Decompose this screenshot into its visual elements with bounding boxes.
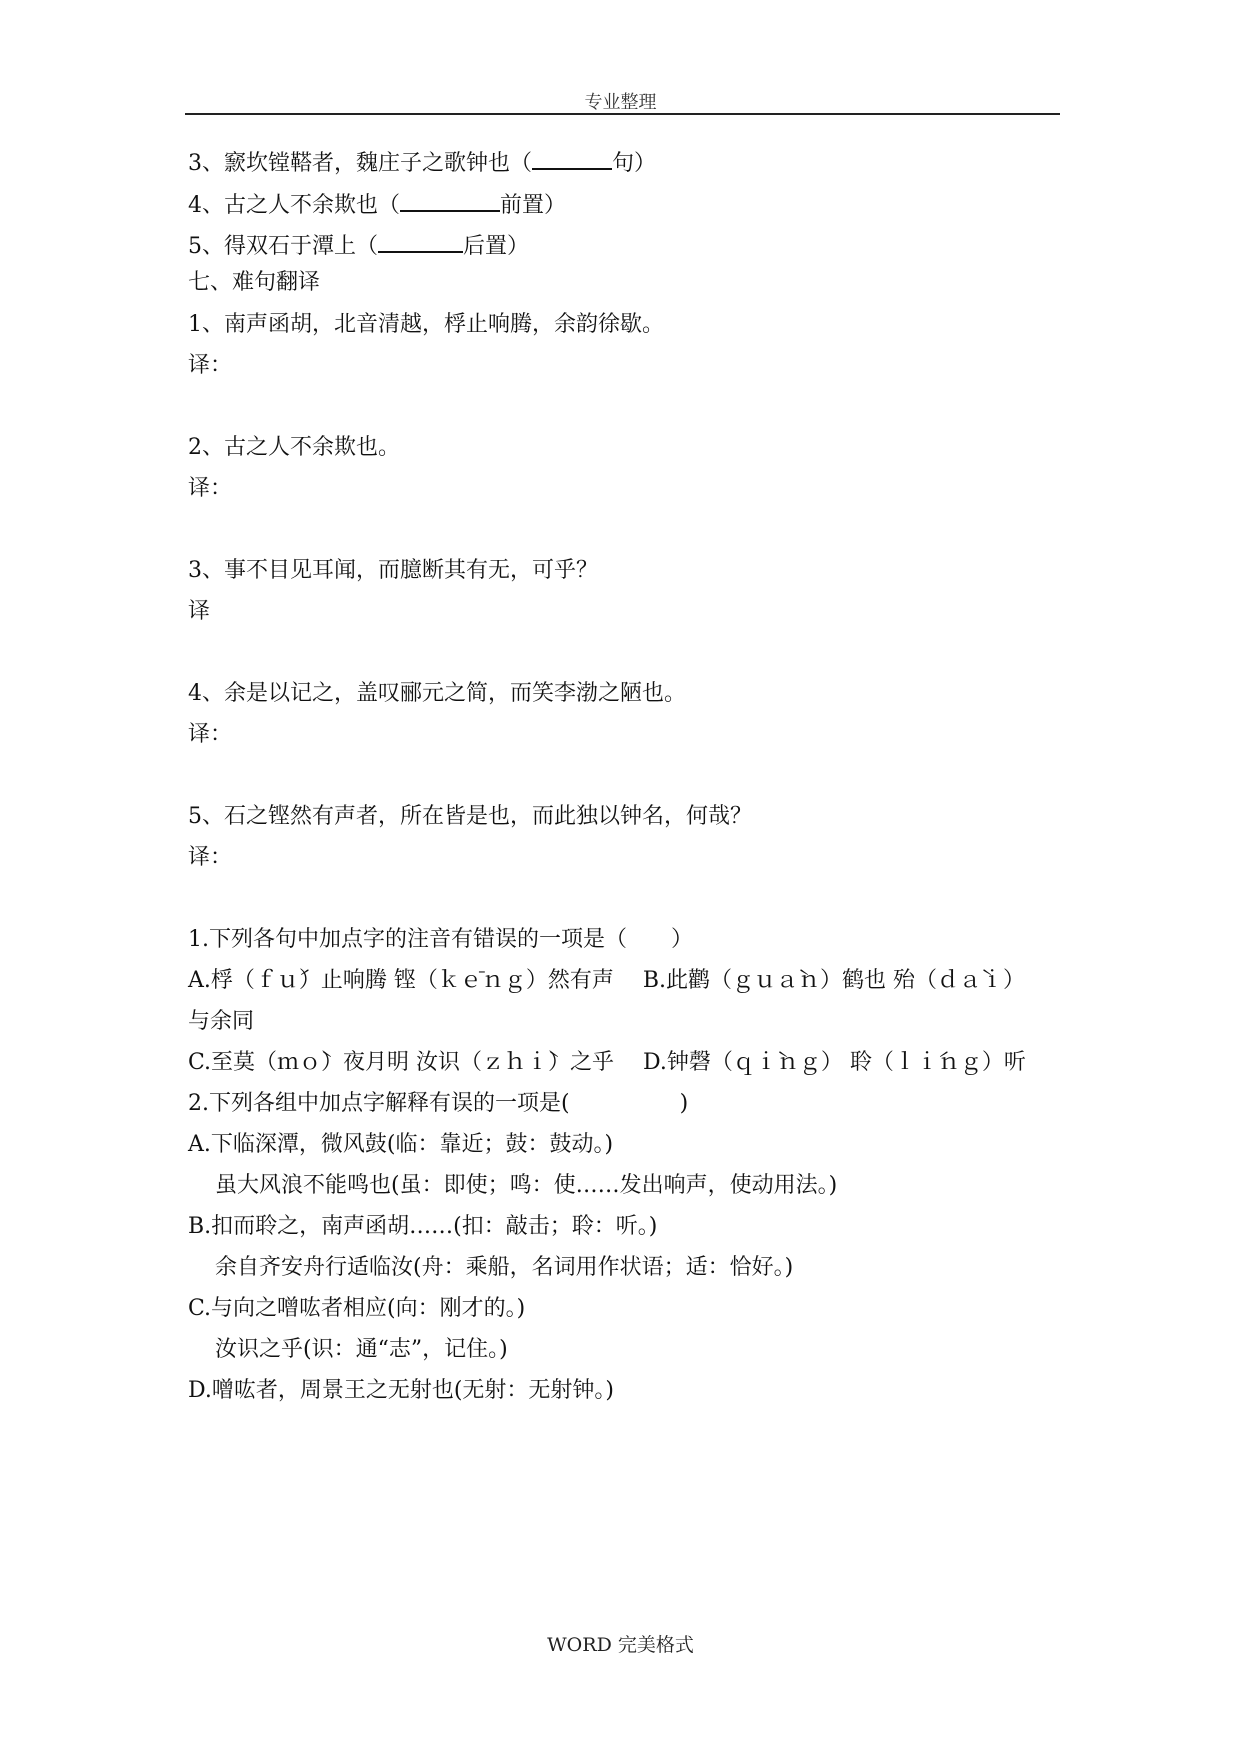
- translation-label-4: 译：: [188, 722, 233, 747]
- fill-item-3-text: 3、窾坎镗鞳者，魏庄子之歌钟也（: [188, 151, 532, 176]
- translation-sentence-2: 2、古之人不余欺也。: [188, 435, 400, 460]
- question-2-option-c-cont: 汝识之乎(识：通“志”，记住。): [215, 1337, 508, 1362]
- fill-item-5-text: 5、得双石于潭上（: [188, 234, 378, 259]
- question-2-option-a-cont: 虽大风浪不能鸣也(虽：即使；鸣：使……发出响声，使动用法。): [215, 1173, 838, 1198]
- translation-sentence-5: 5、石之铿然有声者，所在皆是也，而此独以钟名，何哉？: [188, 804, 752, 829]
- section-title: 七、难句翻译: [188, 270, 321, 295]
- question-2-option-d: D.噌吰者，周景王之无射也(无射：无射钟。): [188, 1378, 615, 1403]
- translation-label-2: 译：: [188, 476, 233, 501]
- fill-item-3-suffix: 句）: [612, 151, 657, 176]
- header-divider: [185, 113, 1060, 115]
- fill-item-4-blank[interactable]: [400, 190, 500, 212]
- page-footer: WORD 完美格式: [547, 1634, 694, 1656]
- question-1-options-ab: A.桴（ｆｕ́）止响腾 铿（ｋｅ̄ｎｇ）然有声 B.此鹳（ｇｕａ̀ｎ）鹤也 殆（ｄａ̀ｉ）: [188, 968, 1026, 993]
- question-1-options-cd: C.至莫（ｍｏ̀）夜月明 汝识（ｚｈｉ̀）之乎 D.钟磬（ｑｉ̀ｎｇ） 聆（ｌｉ́ｎｇ）听: [188, 1050, 1026, 1075]
- page-header-title: 专业整理: [584, 92, 657, 113]
- fill-item-4-text: 4、古之人不余欺也（: [188, 193, 400, 218]
- question-2-option-c: C.与向之噌吰者相应(向：刚才的。): [188, 1296, 526, 1321]
- translation-label-3: 译: [188, 599, 211, 624]
- translation-sentence-1: 1、南声函胡，北音清越，桴止响腾，余韵徐歇。: [188, 312, 664, 337]
- fill-item-5-blank[interactable]: [378, 231, 463, 253]
- fill-item-4-suffix: 前置）: [500, 193, 567, 218]
- fill-item-4: [188, 190, 566, 217]
- fill-item-5: [188, 231, 529, 258]
- translation-label-5: 译：: [188, 845, 233, 870]
- question-2-option-b: B.扣而聆之，南声函胡……(扣：敲击；聆：听。): [188, 1214, 658, 1239]
- question-1-options-ab-cont: 与余同: [188, 1009, 255, 1034]
- question-2-stem: 2.下列各组中加点字解释有误的一项是( ): [188, 1091, 689, 1116]
- fill-item-3: [188, 148, 656, 175]
- translation-label-1: 译：: [188, 353, 233, 378]
- question-2-option-b-cont: 余自齐安舟行适临汝(舟：乘船，名词用作状语；适：恰好。): [215, 1255, 794, 1280]
- translation-sentence-4: 4、余是以记之，盖叹郦元之简，而笑李渤之陋也。: [188, 681, 686, 706]
- translation-sentence-3: 3、事不目见耳闻，而臆断其有无，可乎？: [188, 558, 598, 583]
- fill-item-5-suffix: 后置）: [463, 234, 530, 259]
- fill-item-3-blank[interactable]: [532, 148, 612, 170]
- question-1-stem: 1.下列各句中加点字的注音有错误的一项是（ ）: [188, 927, 693, 952]
- question-2-option-a: A.下临深潭，微风鼓(临：靠近；鼓：鼓动。): [188, 1132, 614, 1157]
